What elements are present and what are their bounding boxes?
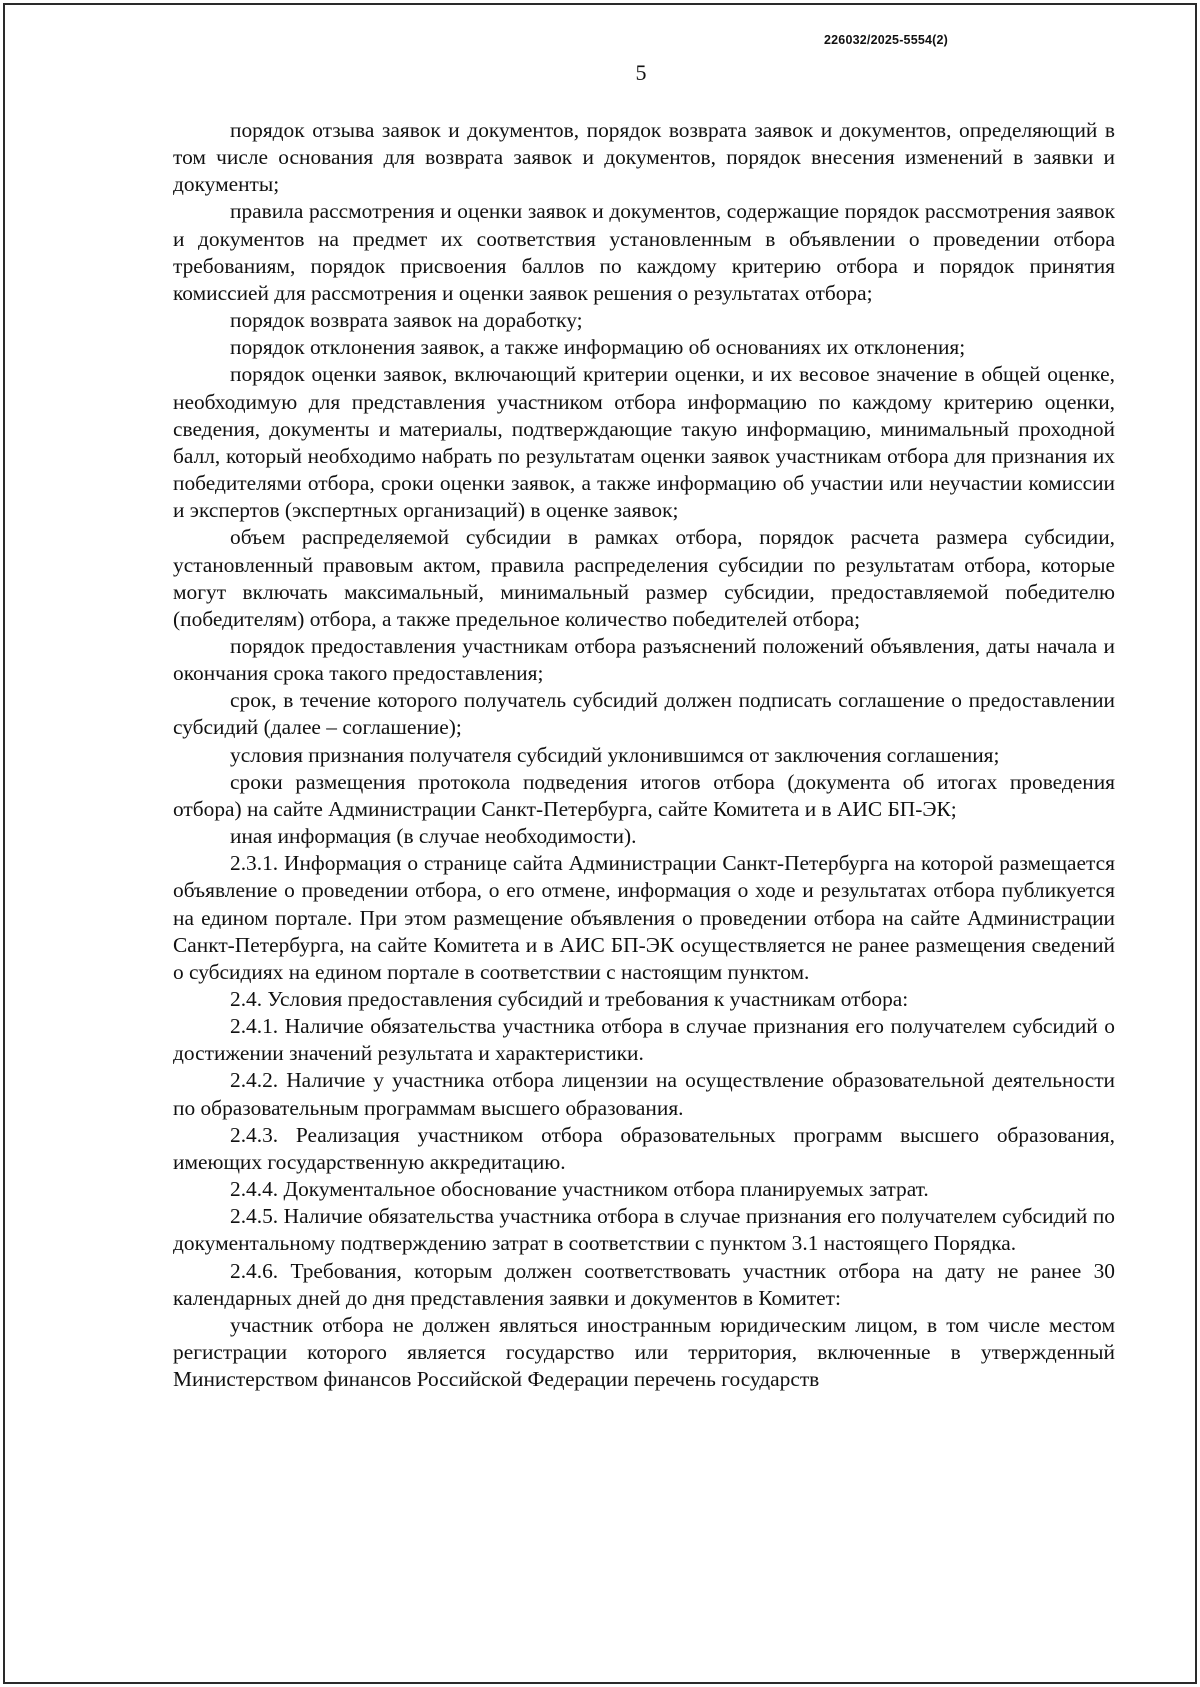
paragraph-2-4-6: 2.4.6. Требования, которым должен соответствовать участник отбора на дату не ранее 30 календарных дней до дня представления заявки и документов в Комитет:	[173, 1258, 1115, 1310]
page-number: 5	[635, 60, 647, 85]
paragraph-2-3-1: 2.3.1. Информация о странице сайта Администрации Санкт-Петербурга на которой размещается объявление о проведении отбора, о его отмене, информация о ходе и результатах отбора публикуется на едином портале. При этом размещение объявления о проведении отбора на сайте Администрации Санкт-Петербурга, на сайте Комитета и в АИС БП-ЭК осуществляется не ранее размещения сведений о субсидиях на едином портале в соответствии с настоящим пунктом.	[173, 851, 1115, 984]
paragraph-2-4: 2.4. Условия предоставления субсидий и требования к участникам отбора:	[230, 987, 909, 1011]
paragraph: срок, в течение которого получатель субсидий должен подписать соглашение о предоставлении субсидий (далее – соглашение);	[173, 688, 1115, 740]
paragraph: порядок отзыва заявок и документов, порядок возврата заявок и документов, определяющий в том числе основания для возврата заявок и документов, порядок внесения изменений в заявки и документы;	[173, 118, 1115, 197]
paragraph: условия признания получателя субсидий уклонившимся от заключения соглашения;	[230, 742, 1000, 767]
paragraph: порядок отклонения заявок, а также информацию об основаниях их отклонения;	[230, 335, 966, 360]
paragraph-2-4-2: 2.4.2. Наличие у участника отбора лицензии на осуществление образовательной деятельности по образовательным программам высшего образования.	[173, 1068, 1115, 1120]
document-reference-number: 226032/2025-5554(2)	[824, 33, 949, 47]
paragraph-2-4-4: 2.4.4. Документальное обоснование участником отбора планируемых затрат.	[230, 1177, 929, 1202]
paragraph-2-4-1: 2.4.1. Наличие обязательства участника отбора в случае признания его получателем субсидий о достижении значений результата и характеристики.	[173, 1014, 1115, 1066]
document-body	[173, 117, 1115, 1393]
paragraph-2-4-3: 2.4.3. Реализация участником отбора образовательных программ высшего образования, имеющих государственную аккредитацию.	[173, 1122, 1115, 1174]
paragraph: порядок предоставления участникам отбора разъяснений положений объявления, даты начала и окончания срока такого предоставления;	[173, 633, 1115, 686]
paragraph: участник отбора не должен являться иностранным юридическим лицом, в том числе местом регистрации которого является государство или территория, включенные в утвержденный Министерством финансов Российской Федерации перечень государств	[173, 1312, 1115, 1392]
paragraph: объем распределяемой субсидии в рамках отбора, порядок расчета размера субсидии, установленный правовым актом, правила распределения субсидии по результатам отбора, которые могут включать максимальный, минимальный размер субсидии, предоставляемой победителю (победителям) отбора, а также предельное количество победителей отбора;	[173, 525, 1115, 631]
paragraph: правила рассмотрения и оценки заявок и документов, содержащие порядок рассмотрения заявок и документов на предмет их соответствия установленным в объявлении о проведении отбора требованиям, порядок присвоения баллов по каждому критерию отбора и порядок принятия комиссией для рассмотрения и оценки заявок решения о результатах отбора;	[173, 199, 1115, 305]
paragraph: порядок оценки заявок, включающий критерии оценки, и их весовое значение в общей оценке, необходимую для представления участником отбора информацию по каждому критерию оценки, сведения, документы и материалы, подтверждающие такую информацию, минимальный проходной балл, который необходимо набрать по результатам оценки заявок участникам отбора для признания их победителями отбора, сроки оценки заявок, а также информацию об участии или неучастии комиссии и экспертов (экспертных организаций) в оценке заявок;	[173, 362, 1115, 523]
paragraph: сроки размещения протокола подведения итогов отбора (документа об итогах проведения отбора) на сайте Администрации Санкт-Петербурга, сайте Комитета и в АИС БП-ЭК;	[173, 769, 1115, 821]
paragraph: иная информация (в случае необходимости).	[230, 824, 637, 849]
paragraph-2-4-5: 2.4.5. Наличие обязательства участника отбора в случае признания его получателем субсидий по документальному подтверждению затрат в соответствии с пунктом 3.1 настоящего Порядка.	[173, 1204, 1115, 1256]
paragraph: порядок возврата заявок на доработку;	[230, 308, 583, 333]
